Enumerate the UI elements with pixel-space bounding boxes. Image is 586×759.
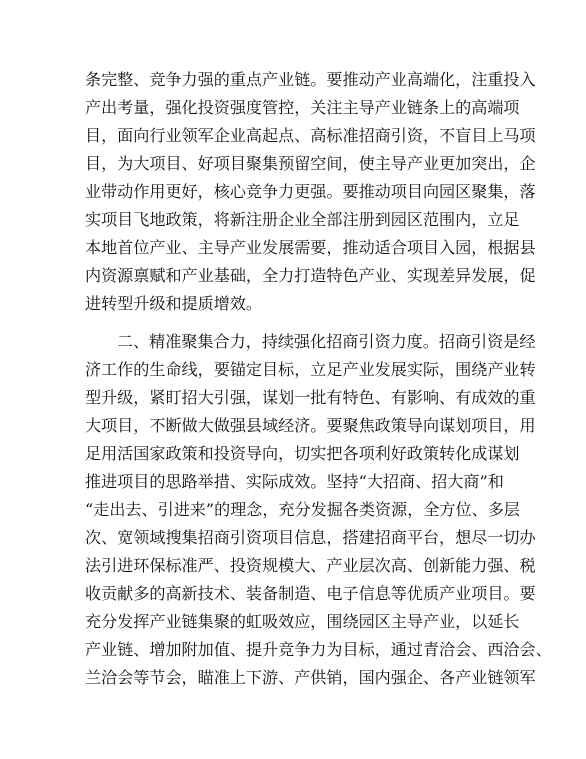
text-line: 本地首位产业、主导产业发展需要，推动适合项目入园，根据县 bbox=[85, 238, 536, 257]
text-line: 兰洽会等节会，瞄准上下游、产供销，国内强企、各产业链领军 bbox=[85, 668, 536, 687]
text-line: 产业链、增加附加值、提升竞争力为目标，通过青洽会、西洽会、 bbox=[85, 640, 552, 659]
text-line: 次、宽领域搜集招商引资项目信息，搭建招商平台，想尽一切办 bbox=[85, 528, 536, 547]
paragraph-spacer bbox=[85, 318, 503, 328]
text-line: 推进项目的思路举措、实际成效。坚持“大招商、招大商”和 bbox=[85, 472, 504, 491]
text-line: 业带动作用更好，核心竞争力更强。要推动项目向园区聚集，落 bbox=[85, 182, 536, 201]
text-line: 目，面向行业领军企业高起点、高标准招商引资，不盲目上马项 bbox=[85, 126, 536, 145]
document-page bbox=[85, 66, 552, 692]
text-line: 济工作的生命线，要锚定目标，立足产业发展实际，围绕产业转 bbox=[85, 360, 536, 379]
paragraph-2 bbox=[85, 328, 552, 692]
text-line: 条完整、竞争力强的重点产业链。要推动产业高端化，注重投入 bbox=[85, 70, 536, 89]
text-line: 型升级，紧盯招大引强，谋划一批有特色、有影响、有成效的重 bbox=[85, 388, 536, 407]
text-line: 收贡献多的高新技术、装备制造、电子信息等优质产业项目。要 bbox=[85, 584, 536, 603]
text-line: 足用活国家政策和投资导向，切实把各项利好政策转化成谋划 bbox=[85, 444, 520, 463]
text-line: 目，为大项目、好项目聚集预留空间，使主导产业更加突出，企 bbox=[85, 154, 536, 173]
text-line: 实项目飞地政策，将新注册企业全部注册到园区范围内，立足 bbox=[85, 210, 520, 229]
text-line: 法引进环保标准严、投资规模大、产业层次高、创新能力强、税 bbox=[85, 556, 536, 575]
text-line: “走出去、引进来”的理念，充分发掘各类资源，全方位、多层 bbox=[85, 500, 520, 519]
section-heading-line: 二、精准聚集合力，持续强化招商引资力度。招商引资是经 bbox=[117, 332, 536, 351]
text-line: 充分发挥产业链集聚的虹吸效应，围绕园区主导产业，以延长 bbox=[85, 612, 520, 631]
text-line: 内资源禀赋和产业基础，全力打造特色产业、实现差异发展，促 bbox=[85, 266, 536, 285]
text-line: 产出考量，强化投资强度管控，关注主导产业链条上的高端项 bbox=[85, 98, 520, 117]
text-line: 进转型升级和提质增效。 bbox=[85, 294, 263, 313]
text-line: 大项目，不断做大做强县域经济。要聚焦政策导向谋划项目，用 bbox=[85, 416, 536, 435]
paragraph-1 bbox=[85, 66, 536, 318]
